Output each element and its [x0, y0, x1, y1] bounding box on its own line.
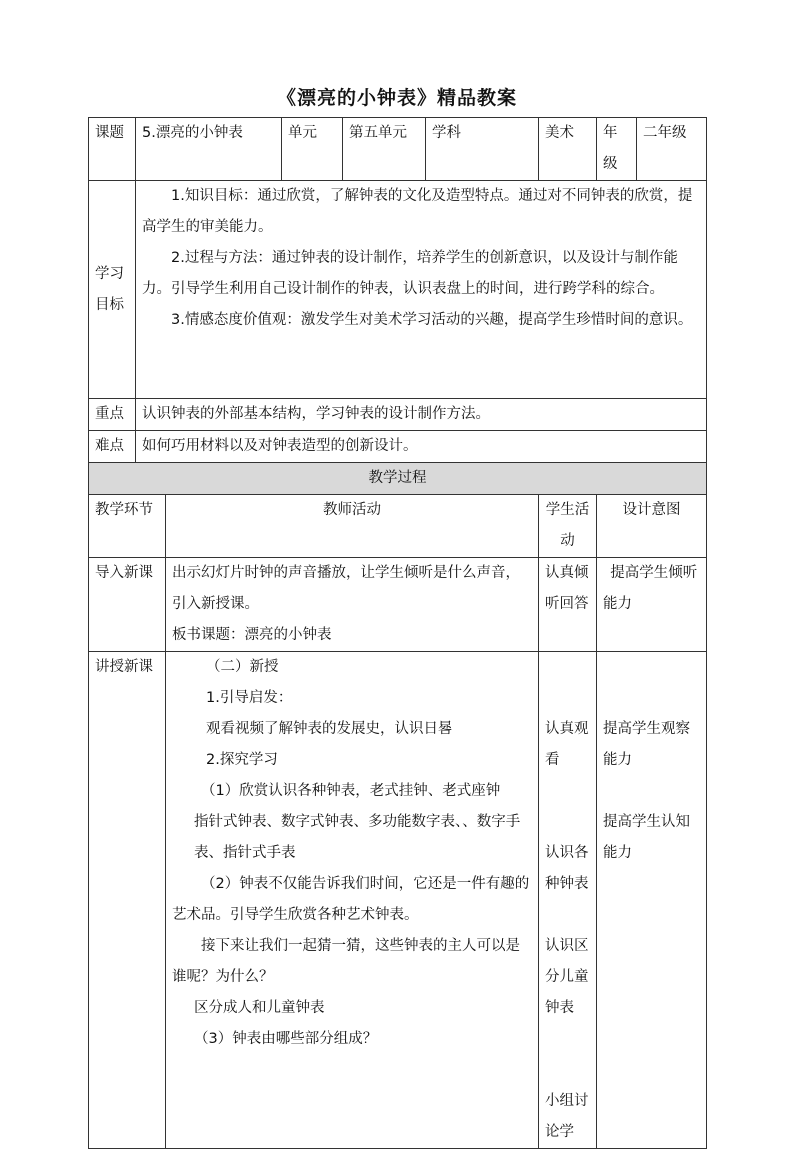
lesson-teacher-line: （3）钟表由哪些部分组成？	[194, 1031, 378, 1047]
difficulty-row	[89, 431, 707, 463]
lesson-student-line: 认识各种钟表	[545, 845, 589, 892]
goals-content	[136, 181, 707, 399]
lesson-intent-line: 提高学生观察能力	[603, 721, 690, 768]
lesson-teacher	[166, 652, 539, 1149]
intro-teacher	[166, 558, 539, 652]
document-title: 《漂亮的小钟表》精品教案	[276, 87, 517, 109]
lesson-student-line: 认真观看	[545, 721, 589, 768]
lesson-teacher-line: 接下来让我们一起猜一猜，这些钟表的主人可以是谁呢？为什么？	[172, 938, 520, 985]
intro-row	[89, 558, 707, 652]
subject-label: 学科	[426, 118, 539, 181]
lesson-teacher-line: 1.引导启发：	[206, 690, 293, 706]
key-point-text: 认识钟表的外部基本结构，学习钟表的设计制作方法。	[136, 399, 707, 431]
lesson-stage: 讲授新课	[89, 652, 166, 1149]
goals-label: 学习 目标	[89, 181, 136, 399]
difficulty-label: 难点	[89, 431, 136, 463]
goal-item-attitude: 3.情感态度价值观：激发学生对美术学习活动的兴趣，提高学生珍惜时间的意识。	[171, 312, 693, 328]
lesson-teacher-line: 指针式钟表、数字式钟表、多功能数字表、、数字手表、指针式手表	[194, 814, 521, 861]
grade-label: 年级	[597, 118, 637, 181]
process-header: 教学过程	[89, 463, 707, 495]
lesson-teacher-line: （二）新授	[206, 659, 279, 675]
lesson-student	[539, 652, 597, 1149]
goal-item-knowledge: 1.知识目标：通过欣赏，了解钟表的文化及造型特点。通过对不同钟表的欣赏，提高学生的审美能力。	[142, 188, 693, 235]
topic-label: 课题	[89, 118, 136, 181]
column-intent: 设计意图	[597, 495, 707, 558]
intro-teacher-line: 出示幻灯片时钟的声音播放，让学生倾听是什么声音，引入新授课。	[172, 565, 520, 612]
unit-value: 第五单元	[343, 118, 426, 181]
key-point-row	[89, 399, 707, 431]
topic-value: 5.漂亮的小钟表	[136, 118, 282, 181]
grade-value: 二年级	[637, 118, 707, 181]
lesson-teacher-line: 2.探究学习	[206, 752, 278, 768]
lesson-plan-table	[88, 117, 707, 1149]
lesson-teacher-line: 区分成人和儿童钟表	[194, 1000, 325, 1016]
intro-intent: 提高学生倾听能力	[597, 558, 707, 652]
process-header-row	[89, 463, 707, 495]
unit-label: 单元	[282, 118, 343, 181]
difficulty-text: 如何巧用材料以及对钟表造型的创新设计。	[136, 431, 707, 463]
lesson-intent-line: 提高学生认知能力	[603, 814, 690, 861]
lesson-intent	[597, 652, 707, 1149]
lesson-row	[89, 652, 707, 1149]
goal-item-process: 2.过程与方法：通过钟表的设计制作，培养学生的创新意识，以及设计与制作能力。引导学生利用自己设计制作的钟表，认识表盘上的时间，进行跨学科的综合。	[142, 250, 678, 297]
key-point-label: 重点	[89, 399, 136, 431]
lesson-student-line: 小组讨论学	[545, 1093, 589, 1140]
intro-student: 认真倾听回答	[539, 558, 597, 652]
goals-row	[89, 181, 707, 399]
intro-stage: 导入新课	[89, 558, 166, 652]
lesson-teacher-line: （2）钟表不仅能告诉我们时间，它还是一件有趣的艺术品。引导学生欣赏各种艺术钟表。	[172, 876, 530, 923]
subject-value: 美术	[539, 118, 597, 181]
lesson-student-line: 认识区分儿童钟表	[545, 938, 589, 1016]
intro-teacher-line: 板书课题：漂亮的小钟表	[172, 627, 332, 643]
lesson-teacher-line: （1）欣赏认识各种钟表，老式挂钟、老式座钟	[201, 783, 501, 799]
column-student: 学生活动	[539, 495, 597, 558]
column-stage: 教学环节	[89, 495, 166, 558]
column-teacher: 教师活动	[166, 495, 539, 558]
info-row	[89, 118, 707, 181]
lesson-teacher-line: 观看视频了解钟表的发展史，认识日晷	[206, 721, 453, 737]
process-columns-row	[89, 495, 707, 558]
